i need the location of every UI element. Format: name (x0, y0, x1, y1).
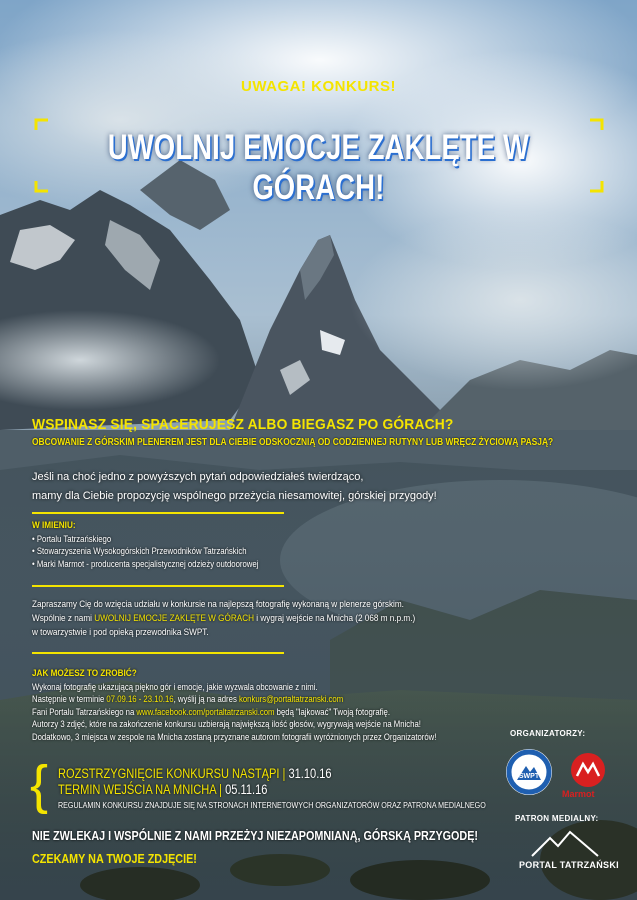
intro-question: WSPINASZ SIĘ, SPACERUJESZ ALBO BIEGASZ PO GÓRACH? (32, 416, 454, 433)
facebook-link[interactable]: www.facebook.com/portaltatrzanski.com (136, 706, 275, 717)
swpt-logo-icon (505, 748, 553, 796)
how-line-2b: , wyślij ją na adres (173, 694, 239, 704)
organizers-label: ORGANIZATORZY: (510, 729, 586, 738)
results-brace: { (30, 755, 49, 815)
contest-email-link[interactable]: konkurs@portaltatrzanski.com (238, 694, 344, 704)
how-line-3a: Fani Portalu Tatrzańskiego na (32, 706, 137, 717)
results-label-2: TERMIN WEJŚCIA NA MNICHA (58, 782, 217, 797)
marmot-label: Marmot (562, 789, 595, 799)
on-behalf-section (32, 520, 295, 570)
results-line-1 (58, 766, 332, 782)
invite-line-3: w towarzystwie i pod opieką przewodnika SWPT. (32, 627, 209, 638)
results-dates (58, 766, 332, 798)
on-behalf-item-2: • Stowarzyszenia Wysokogórskich Przewodników Tatrzańskich (32, 546, 247, 556)
how-line-3 (32, 706, 436, 719)
contest-dates: 07.09.16 - 23.10.16 (106, 694, 174, 704)
intro-text (32, 468, 437, 506)
portal-tatrzanski-label: PORTAL TATRZAŃSKI (519, 860, 619, 870)
intro-line-1: Jeśli na choć jedno z powyższych pytań odpowiedziałeś twierdząco, (32, 471, 364, 483)
on-behalf-item-1: • Portalu Tatrzańskiego (32, 533, 112, 544)
results-date-1: 31.10.16 (288, 766, 332, 781)
invite-highlight: UWOLNIJ EMOCJE ZAKLĘTE W GÓRACH (94, 613, 255, 624)
regulations-note: REGULAMIN KONKURSU ZNAJDUJE SIĘ NA STRONACH INTERNETOWYCH ORGANIZATORÓW ORAZ PATRONA MEDIALNEGO (58, 800, 486, 810)
results-date-2: 05.11.16 (225, 782, 268, 797)
divider-3 (32, 652, 284, 654)
on-behalf-label: W IMIENIU: (32, 520, 76, 531)
on-behalf-item-3: • Marki Marmot - producenta specjalistycznej odzieży outdoorowej (32, 558, 259, 569)
divider-1 (32, 512, 284, 514)
portal-tatrzanski-mountain-icon (530, 828, 600, 858)
results-line-2 (58, 782, 332, 798)
media-patron-label: PATRON MEDIALNY: (515, 814, 599, 823)
how-label: JAK MOŻESZ TO ZROBIĆ? (32, 668, 137, 679)
invite-line-1: Zapraszamy Cię do wzięcia udziału w konkursie na najlepszą fotografię wykonaną w plenerze górskim. (32, 599, 404, 610)
footer-tagline: CZEKAMY NA TWOJE ZDJĘCIE! (32, 851, 197, 866)
how-line-4: Autorzy 3 zdjęć, które na zakończenie konkursu uzbierają największą ilość głosów, wygrywają wejście na Mnicha! (32, 719, 421, 729)
intro-subquestion: OBCOWANIE Z GÓRSKIM PLENEREM JEST DLA CIEBIE ODSKOCZNIĄ OD CODZIENNEJ RUTYNY LUB WRĘCZ ŻYCIOWĄ PASJĄ? (32, 436, 554, 448)
invite-line-2a: Wspólnie z nami (32, 613, 95, 624)
how-line-1: Wykonaj fotografię ukazującą piękno gór i emocje, jakie wyzwala obcowanie z nimi. (32, 681, 318, 692)
how-line-3b: będą "lajkować" Twoją fotografię. (274, 706, 391, 717)
intro-line-2: mamy dla Ciebie propozycję wspólnego przeżycia niesamowitej, górskiej przygody! (32, 490, 437, 502)
results-sep-1: | (282, 766, 286, 781)
invite-line-2b: i wygraj wejście na Mnicha (2 068 m n.p.m.) (254, 613, 416, 624)
divider-2 (32, 585, 284, 587)
poster-title: UWOLNIJ EMOCJE ZAKLĘTE W GÓRACH! (107, 128, 530, 207)
contest-kicker: UWAGA! KONKURS! (241, 78, 396, 95)
invite-section (32, 598, 415, 640)
how-line-2 (32, 693, 436, 706)
results-sep-2: | (219, 782, 223, 797)
how-line-5: Dodatkowo, 3 miejsca w zespole na Mnicha zostaną przyznane autorom fotografii wyróżnionych przez Organizatorów! (32, 731, 437, 742)
marmot-logo-icon (570, 752, 606, 788)
footer-call-to-action: NIE ZWLEKAJ I WSPÓLNIE Z NAMI PRZEŻYJ NIEZAPOMNIANĄ, GÓRSKĄ PRZYGODĘ! (32, 828, 479, 843)
invite-line-2 (32, 612, 415, 626)
results-label-1: ROZSTRZYGNIĘCIE KONKURSU NASTĄPI (58, 766, 280, 781)
swpt-logo-text: SWPT (518, 773, 540, 780)
how-section (32, 668, 502, 743)
how-line-2a: Następnie w terminie (32, 694, 107, 704)
